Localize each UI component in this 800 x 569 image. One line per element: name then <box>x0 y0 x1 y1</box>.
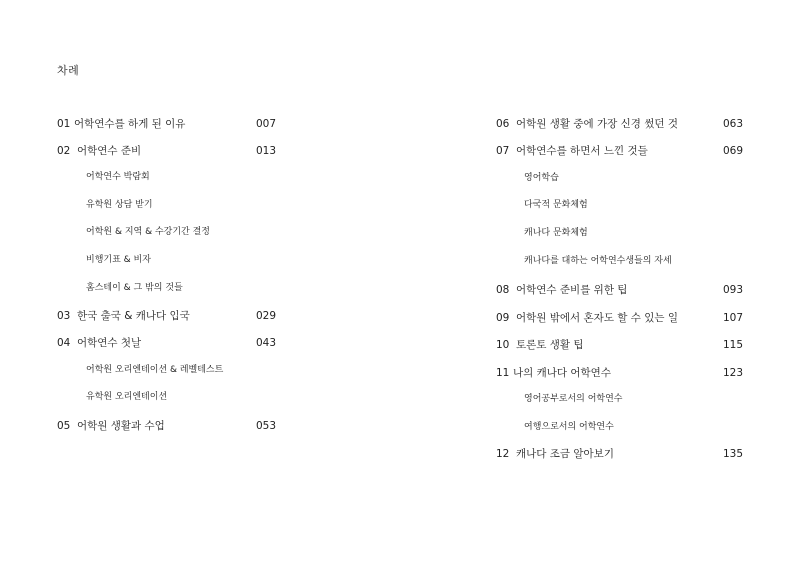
chapter-number: 06 <box>496 118 510 130</box>
chapter-title: 어학연수 준비 <box>77 145 142 157</box>
chapter-title: 어학연수를 하게 된 이유 <box>74 118 186 130</box>
chapter-title: 어학연수를 하면서 느낀 것들 <box>516 145 648 157</box>
page-number: 053 <box>256 420 277 432</box>
page-number: 115 <box>723 339 744 351</box>
page-number: 007 <box>256 118 277 130</box>
chapter-title: 어학원 밖에서 혼자도 할 수 있는 일 <box>516 312 679 324</box>
toc-entry-01[interactable] <box>57 116 277 132</box>
toc-subentry[interactable]: 어학연수 박람회 <box>86 172 150 182</box>
chapter-title: 어학연수 준비를 위한 팁 <box>516 284 628 296</box>
page-number: 135 <box>723 448 744 460</box>
toc-subentry[interactable]: 어학원 & 지역 & 수강기간 결정 <box>86 227 210 237</box>
page-number: 043 <box>256 337 277 349</box>
toc-entry-02[interactable] <box>57 143 277 159</box>
chapter-number: 08 <box>496 284 510 296</box>
toc-subentry[interactable]: 비행기표 & 비자 <box>86 255 151 265</box>
page-number: 123 <box>723 367 744 379</box>
toc-subentry[interactable]: 홈스테이 & 그 밖의 것들 <box>86 283 183 293</box>
toc-subentry[interactable]: 여행으로서의 어학연수 <box>524 422 614 432</box>
toc-subentry[interactable]: 어학원 오리엔테이션 & 레벨테스트 <box>86 365 224 375</box>
toc-subentry[interactable]: 영어학습 <box>524 173 559 183</box>
toc-subentry[interactable]: 캐나다를 대하는 어학연수생들의 자세 <box>524 256 672 266</box>
toc-entry-04[interactable] <box>57 335 277 351</box>
toc-entry-09[interactable] <box>496 310 746 326</box>
toc-entry-12[interactable] <box>496 446 746 462</box>
chapter-number: 03 <box>57 310 71 322</box>
toc-entry-11[interactable] <box>496 365 746 381</box>
page-number: 093 <box>723 284 744 296</box>
page-number: 069 <box>723 145 744 157</box>
toc-subentry[interactable]: 다국적 문화체험 <box>524 200 588 210</box>
chapter-title: 어학연수 첫날 <box>77 337 142 349</box>
toc-entry-05[interactable] <box>57 418 277 434</box>
chapter-number: 09 <box>496 312 510 324</box>
toc-entry-07[interactable] <box>496 143 746 159</box>
chapter-number: 10 <box>496 339 510 351</box>
chapter-title: 캐나다 조금 알아보기 <box>516 448 614 460</box>
toc-entry-03[interactable] <box>57 308 277 324</box>
chapter-title: 토론토 생활 팁 <box>516 339 584 351</box>
chapter-number: 01 <box>57 118 71 130</box>
toc-subentry[interactable]: 유학원 상담 받기 <box>86 200 153 210</box>
page-number: 029 <box>256 310 277 322</box>
page-number: 107 <box>723 312 744 324</box>
toc-entry-08[interactable] <box>496 282 746 298</box>
chapter-title: 나의 캐나다 어학연수 <box>513 367 611 379</box>
page-number: 013 <box>256 145 277 157</box>
chapter-number: 05 <box>57 420 71 432</box>
chapter-number: 12 <box>496 448 510 460</box>
chapter-title: 어학원 생활 중에 가장 신경 썼던 것 <box>516 118 679 130</box>
chapter-number: 04 <box>57 337 71 349</box>
toc-subentry[interactable]: 영어공부로서의 어학연수 <box>524 394 623 404</box>
chapter-number: 07 <box>496 145 510 157</box>
chapter-number: 02 <box>57 145 71 157</box>
chapter-title: 어학원 생활과 수업 <box>77 420 165 432</box>
page-number: 063 <box>723 118 744 130</box>
chapter-title: 한국 출국 & 캐나다 입국 <box>77 310 190 322</box>
chapter-number: 11 <box>496 367 510 379</box>
toc-title: 차례 <box>57 64 80 77</box>
toc-subentry[interactable]: 캐나다 문화체험 <box>524 228 588 238</box>
toc-entry-06[interactable] <box>496 116 746 132</box>
toc-subentry[interactable]: 유학원 오리엔테이션 <box>86 392 168 402</box>
toc-entry-10[interactable] <box>496 337 746 353</box>
